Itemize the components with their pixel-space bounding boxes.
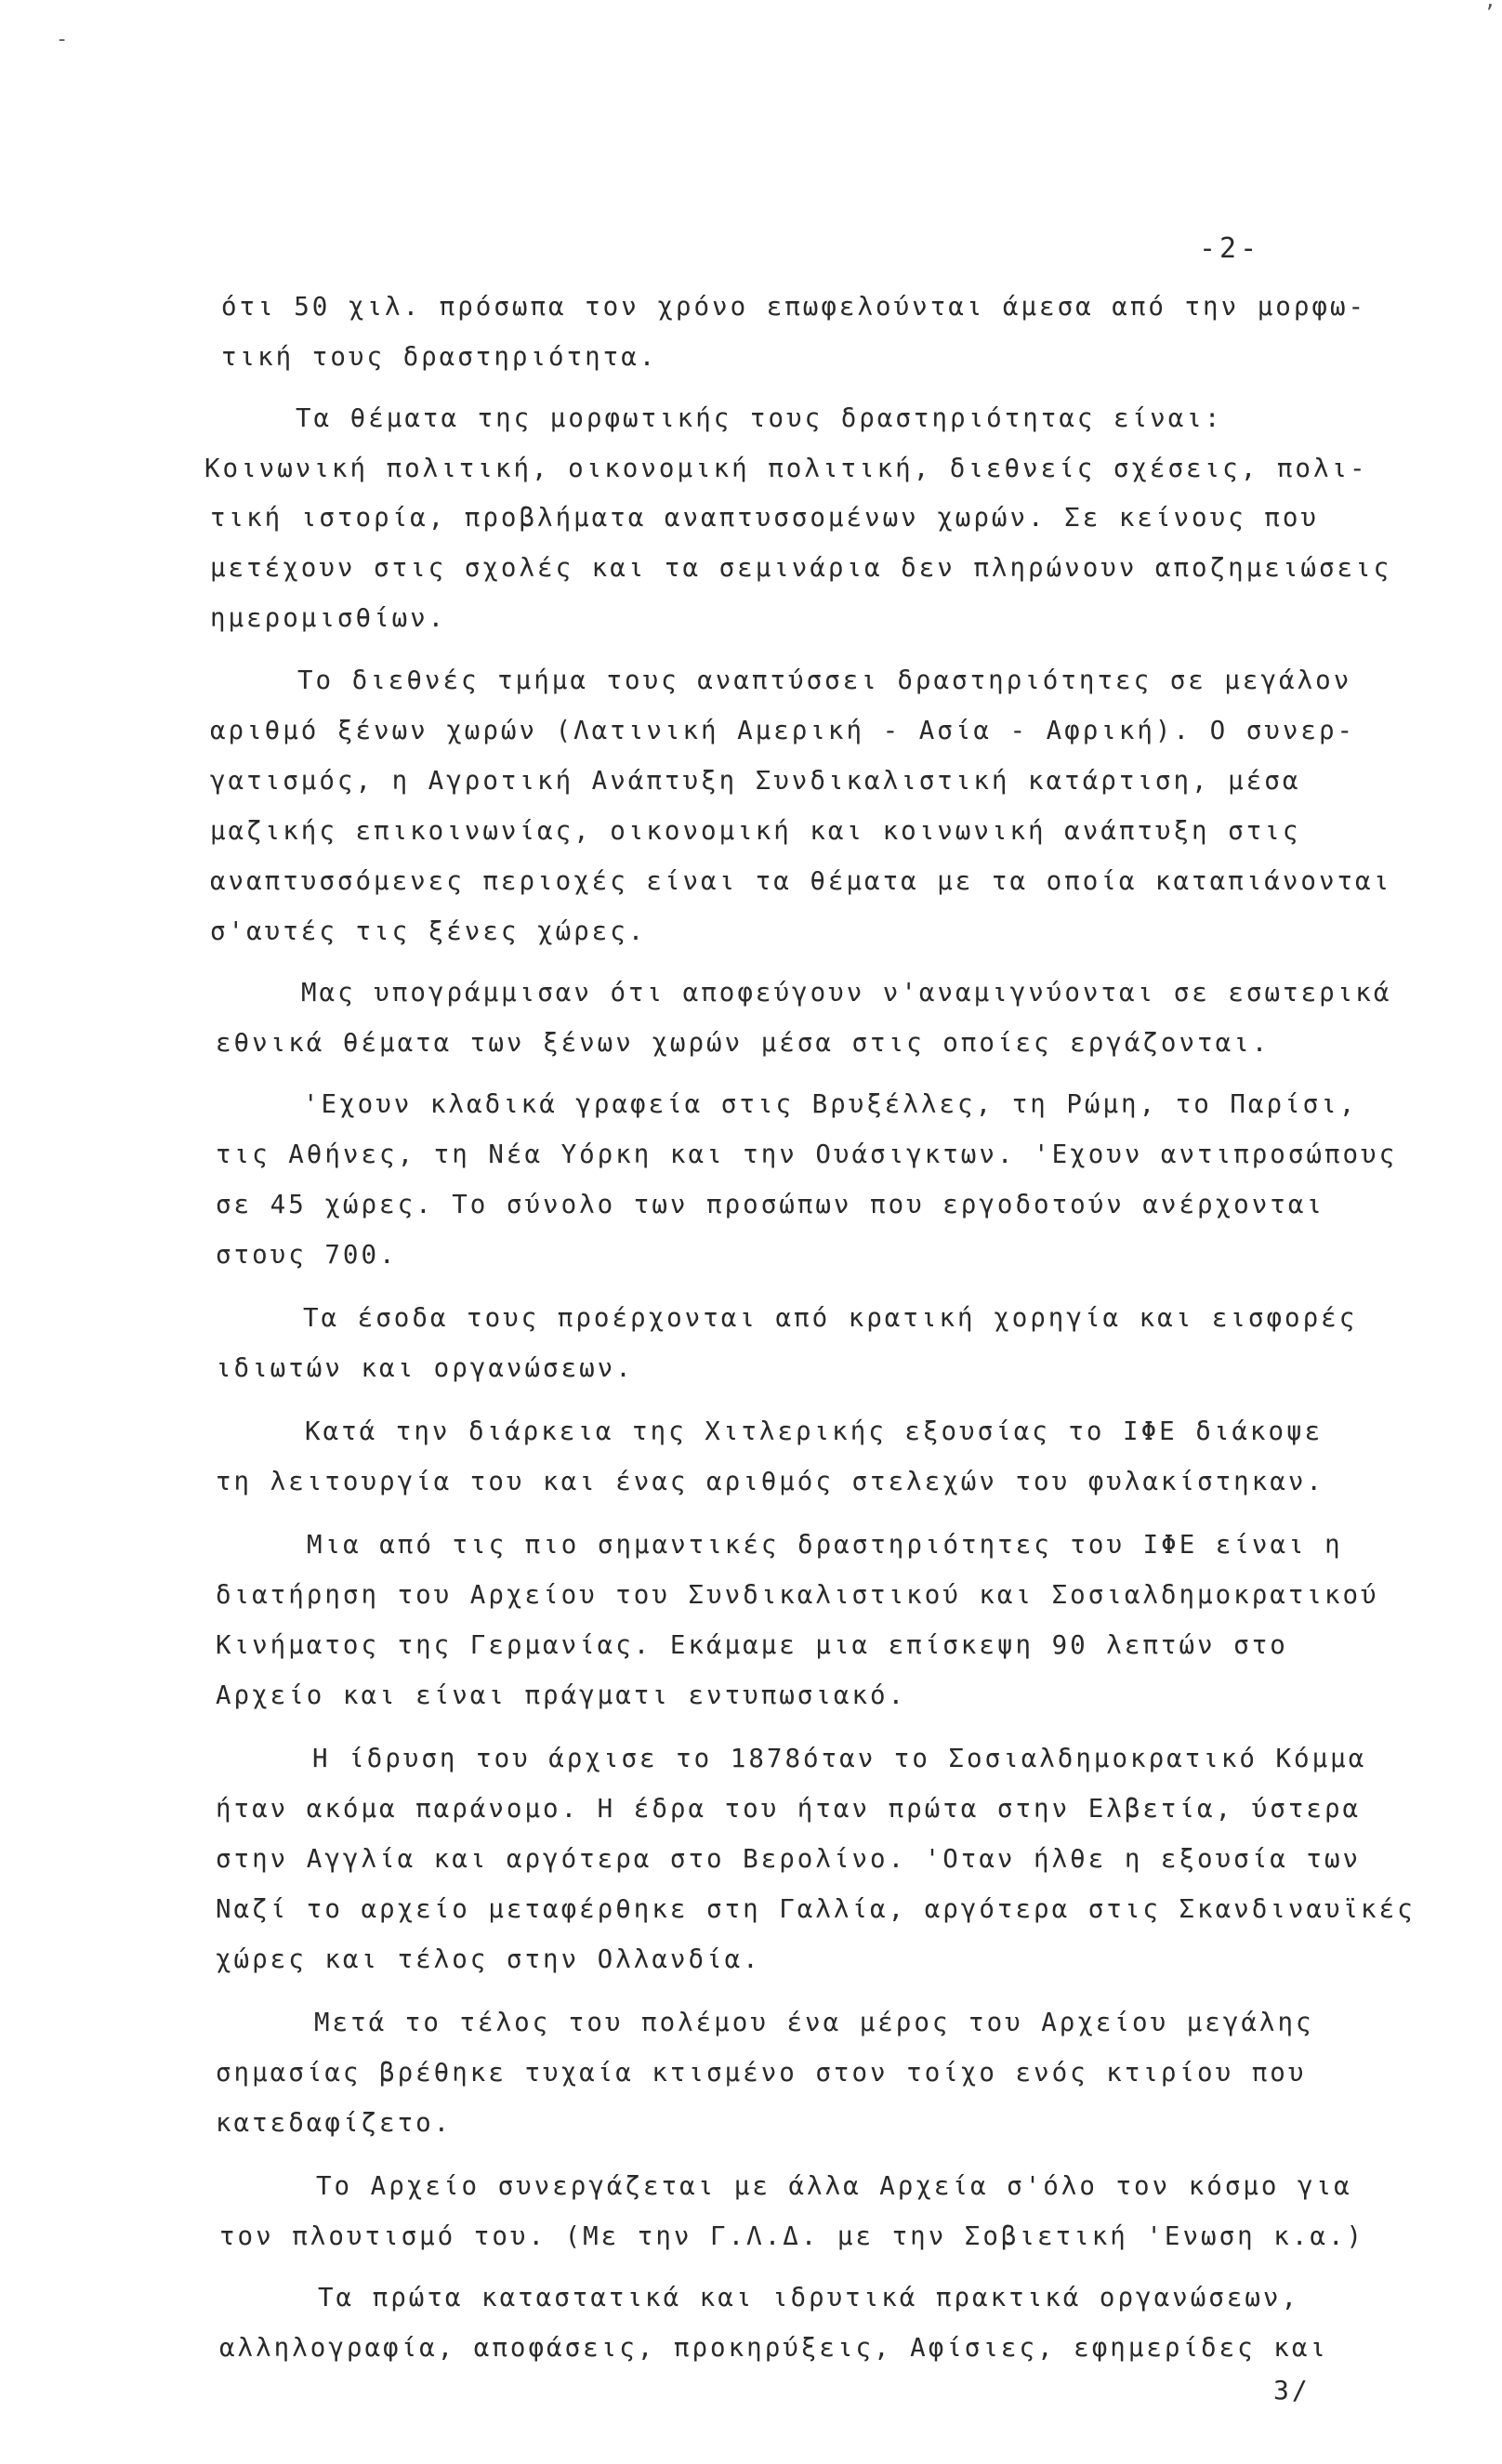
text-line: γατισμός, η Αγροτική Ανάπτυξη Συνδικαλιστική κατάρτιση, μέσα (210, 766, 1301, 796)
text-line: εθνικά θέματα των ξένων χωρών μέσα στις οποίες εργάζονται. (216, 1028, 1271, 1058)
text-line: τη λειτουργία του και ένας αριθμός στελεχών του φυλακίστηκαν. (216, 1467, 1324, 1496)
text-line: Τα θέματα της μορφωτικής τους δραστηριότητας είναι: (296, 403, 1223, 433)
text-line: Μας υπογράμμισαν ότι αποφεύγουν ν'αναμιγνύονται σε εσωτερικά (301, 978, 1392, 1008)
text-line: Μετά το τέλος του πολέμου ένα μέρος του Αρχείου μεγάλης (314, 2008, 1314, 2037)
text-line: Κινήματος της Γερμανίας. Εκάμαμε μια επίσκεψη 90 λεπτών στο (216, 1630, 1288, 1660)
text-line: Το διεθνές τμήμα τους αναπτύσσει δραστηριότητες σε μεγάλον (297, 665, 1352, 695)
scan-mark: - (56, 28, 69, 51)
continuation-page-marker: 3/ (1273, 2375, 1311, 2405)
text-line: σε 45 χώρες. Το σύνολο των προσώπων που εργοδοτούν ανέρχονται (216, 1190, 1324, 1219)
text-line: σ'αυτές τις ξένες χώρες. (210, 916, 647, 946)
text-line: τις Αθήνες, τη Νέα Υόρκη και την Ουάσιγκτων. 'Εχουν αντιπροσώπους (216, 1140, 1398, 1169)
text-line: Το Αρχείο συνεργάζεται με άλλα Αρχεία σ'όλο τον κόσμο για (316, 2171, 1352, 2201)
text-line: 'Εχουν κλαδικά γραφεία στις Βρυξέλλες, τη Ρώμη, το Παρίσι, (303, 1089, 1358, 1119)
text-line: χώρες και τέλος στην Ολλανδία. (216, 1944, 761, 1974)
text-line: σημασίας βρέθηκε τυχαία κτισμένο στον τοίχο ενός κτιρίου που (216, 2058, 1307, 2088)
text-line: Κατά την διάρκεια της Χιτλερικής εξουσίας το ΙΦΕ διάκοψε (305, 1416, 1324, 1446)
text-line: Τα πρώτα καταστατικά και ιδρυτικά πρακτικά οργανώσεων, (318, 2283, 1300, 2312)
text-line: Τα έσοδα τους προέρχονται από κρατική χορηγία και εισφορές (303, 1303, 1358, 1333)
text-line: αναπτυσσόμενες περιοχές είναι τα θέματα με τα οποία καταπιάνονται (210, 866, 1392, 896)
text-line: στους 700. (216, 1240, 398, 1270)
text-line: ήταν ακόμα παράνομο. Η έδρα του ήταν πρώτα στην Ελβετία, ύστερα (216, 1794, 1362, 1824)
text-line: ότι 50 χιλ. πρόσωπα τον χρόνο επωφελούνται άμεσα από την μορφω- (221, 292, 1367, 322)
text-line: Ναζί το αρχείο μεταφέρθηκε στη Γαλλία, αργότερα στις Σκανδιναυϊκές (216, 1894, 1416, 1924)
text-line: στην Αγγλία και αργότερα στο Βερολίνο. 'Οταν ήλθε η εξουσία των (216, 1844, 1362, 1874)
text-line: Κοινωνική πολιτική, οικονομική πολιτική, διεθνείς σχέσεις, πολι- (204, 454, 1368, 483)
text-line: Αρχείο και είναι πράγματι εντυπωσιακό. (216, 1680, 907, 1710)
text-line: τική ιστορία, προβλήματα αναπτυσσομένων χωρών. Σε κείνους που (210, 503, 1319, 533)
text-line: ημερομισθίων. (210, 603, 447, 633)
text-line: τική τους δραστηριότητα. (221, 342, 658, 372)
text-line: μετέχουν στις σχολές και τα σεμινάρια δεν πληρώνουν αποζημειώσεις (210, 553, 1392, 583)
text-line: αλληλογραφία, αποφάσεις, προκηρύξεις, Αφίσιες, εφημερίδες και (219, 2333, 1328, 2363)
text-line: διατήρηση του Αρχείου του Συνδικαλιστικού και Σοσιαλδημοκρατικού (216, 1580, 1379, 1610)
text-line: μαζικής επικοινωνίας, οικονομική και κοινωνική ανάπτυξη στις (210, 816, 1301, 846)
text-line: τον πλουτισμό του. (Με την Γ.Λ.Δ. με την Σοβιετική 'Ενωση κ.α.) (219, 2221, 1365, 2251)
text-line: Μια από τις πιο σημαντικές δραστηριότητες του ΙΦΕ είναι η (307, 1530, 1343, 1560)
text-line: Η ίδρυση του άρχισε το 1878όταν το Σοσιαλδημοκρατικό Κόμμα (312, 1744, 1367, 1773)
text-line: αριθμό ξένων χωρών (Λατινική Αμερική - Ασία - Αφρική). Ο συνερ- (210, 716, 1356, 745)
text-line: κατεδαφίζετο. (216, 2108, 453, 2138)
scan-mark: ʼ (1483, 2, 1496, 25)
page-number: -2- (1199, 232, 1261, 265)
text-line: ιδιωτών και οργανώσεων. (216, 1353, 634, 1383)
